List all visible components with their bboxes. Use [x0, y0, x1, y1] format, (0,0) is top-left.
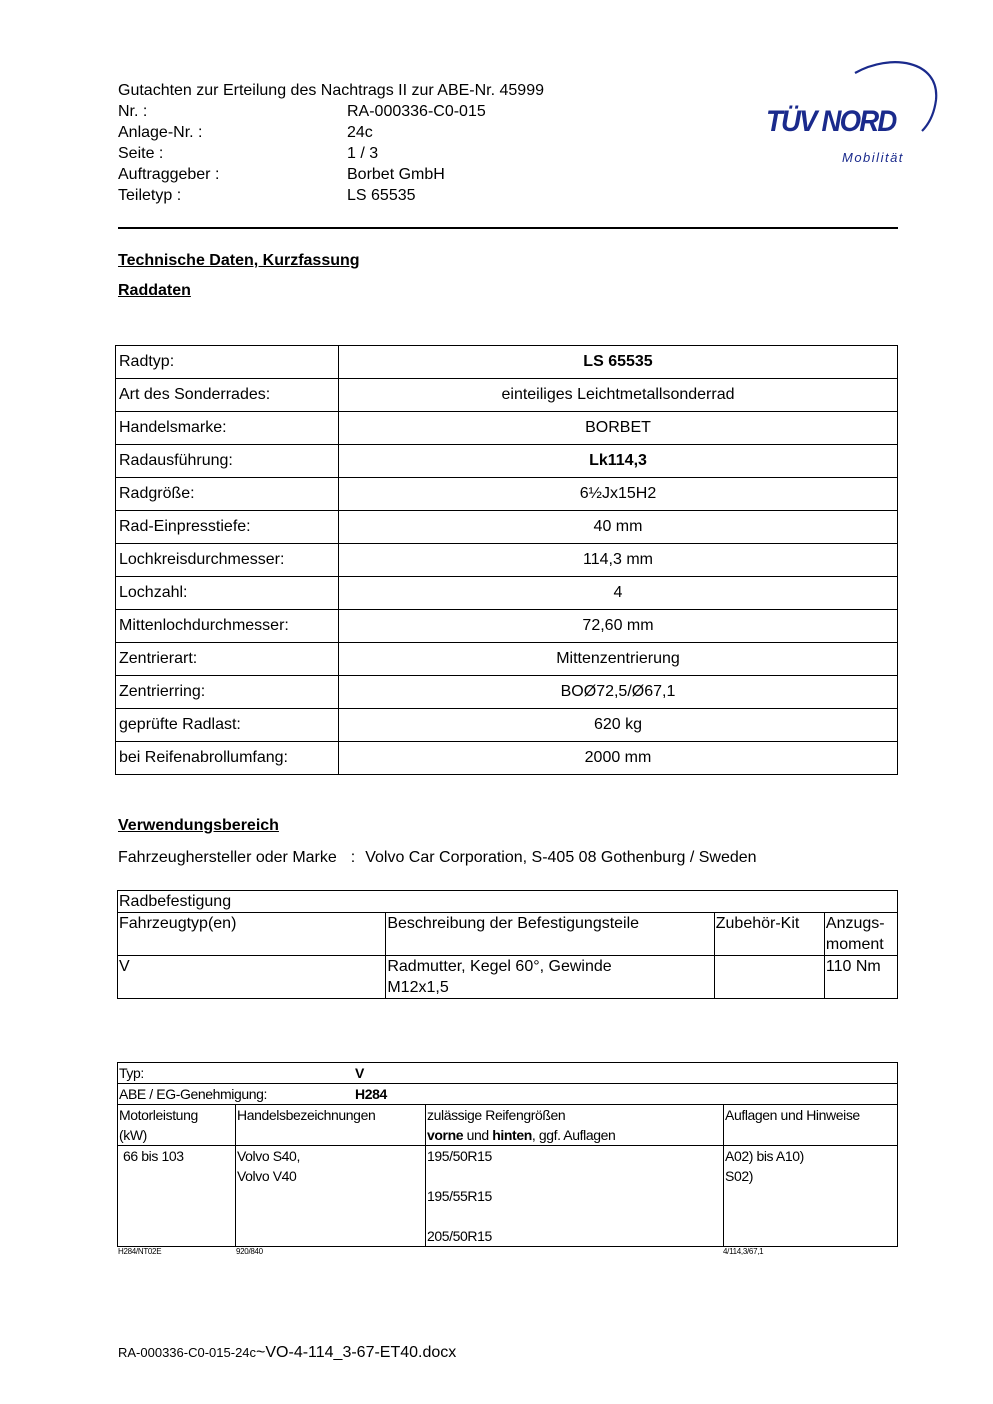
header-label-anlage: Anlage-Nr. :: [118, 124, 203, 141]
abe-label: ABE / EG-Genehmigung:: [119, 1086, 268, 1102]
header-label-auftraggeber: Auftraggeber :: [118, 166, 220, 183]
typ-header-reifen-line2: [427, 1125, 722, 1145]
bef-header-anzugs: Anzugs-: [825, 915, 885, 932]
typ-cell-motor: 66 bis 103: [118, 1146, 236, 1247]
header-value-teiletyp: LS 65535: [347, 187, 416, 204]
tuev-nord-logo: [760, 55, 945, 170]
typ-cell-handel: [236, 1146, 426, 1247]
table-row: [116, 577, 898, 610]
bef-beschreibung-line2: M12x1,5: [387, 979, 449, 996]
table-row: [118, 1146, 898, 1247]
header-value-seite: 1 / 3: [347, 145, 379, 162]
hersteller-line: [118, 849, 757, 867]
table-row: [116, 610, 898, 643]
raddaten-table: [115, 345, 898, 775]
bef-header-fahrzeugtyp: Fahrzeugtyp(en): [118, 913, 386, 956]
raddaten-label: Lochzahl:: [116, 577, 339, 610]
footer-part1: RA-000336-C0-015-24c: [118, 1345, 257, 1360]
bef-cell-typ: V: [118, 956, 386, 999]
raddaten-label: geprüfte Radlast:: [116, 709, 339, 742]
raddaten-label: Zentrierring:: [116, 676, 339, 709]
bef-cell-zubehoer: [714, 956, 824, 999]
raddaten-value: BOØ72,5/Ø67,1: [339, 676, 898, 709]
typ-header-handel: Handelsbezeichnungen: [236, 1105, 426, 1146]
bef-header-moment: moment: [825, 936, 884, 953]
typ-auflagen-line1: A02) bis A10): [725, 1148, 804, 1164]
table-row: [118, 913, 898, 956]
raddaten-value: LS 65535: [339, 346, 898, 379]
raddaten-label: Radtyp:: [116, 346, 339, 379]
header-value-anlage: 24c: [347, 124, 373, 141]
document-title: Gutachten zur Erteilung des Nachtrags II zur ABE-Nr. 45999: [118, 82, 544, 99]
table-row: [118, 891, 898, 913]
typ-cell-reifen: [426, 1146, 724, 1247]
raddaten-label: Mittenlochdurchmesser:: [116, 610, 339, 643]
raddaten-value: BORBET: [339, 412, 898, 445]
table-row: [118, 1105, 898, 1146]
typ-cell-auflagen: [724, 1146, 898, 1247]
typ-table: [117, 1062, 898, 1247]
table-row: [118, 1063, 898, 1084]
typ-header-motor-line1: Motorleistung: [119, 1107, 198, 1123]
reifen-vorne: vorne: [427, 1127, 464, 1143]
hersteller-sep: :: [350, 849, 356, 866]
bef-header-anzugsmoment: [824, 913, 897, 956]
reifen-hinten: hinten: [492, 1127, 532, 1143]
raddaten-value: 4: [339, 577, 898, 610]
raddaten-label: Rad-Einpresstiefe:: [116, 511, 339, 544]
raddaten-value: 620 kg: [339, 709, 898, 742]
header-label-teiletyp: Teiletyp :: [118, 187, 182, 204]
header-value-nr: RA-000336-C0-015: [347, 103, 486, 120]
raddaten-value: 72,60 mm: [339, 610, 898, 643]
raddaten-label: bei Reifenabrollumfang:: [116, 742, 339, 775]
raddaten-value: Lk114,3: [339, 445, 898, 478]
bef-beschreibung-line1: Radmutter, Kegel 60°, Gewinde: [387, 958, 612, 975]
table-row: [116, 478, 898, 511]
raddaten-label: Radgröße:: [116, 478, 339, 511]
bef-header-beschreibung: Beschreibung der Befestigungsteile: [386, 913, 714, 956]
table-row: [118, 1084, 898, 1105]
abe-row: [118, 1084, 898, 1105]
header-divider: [118, 227, 898, 229]
reifen-size: 205/50R15: [427, 1228, 492, 1244]
logo-sub: Mobilität: [842, 150, 904, 165]
typ-header-reifen-line1: zulässige Reifengrößen: [427, 1107, 566, 1123]
bef-header-zubehoer: Zubehör-Kit: [714, 913, 824, 956]
raddaten-value: 2000 mm: [339, 742, 898, 775]
raddaten-label: Zentrierart:: [116, 643, 339, 676]
note-920-840: 920/840: [236, 1247, 263, 1256]
raddaten-value: 6½Jx15H2: [339, 478, 898, 511]
heading-technische-daten: Technische Daten, Kurzfassung: [118, 252, 360, 269]
hersteller-label: Fahrzeughersteller oder Marke: [118, 849, 337, 866]
raddaten-label: Art des Sonderrades:: [116, 379, 339, 412]
table-row: [116, 379, 898, 412]
table-row: [116, 445, 898, 478]
table-row: [116, 412, 898, 445]
typ-header-motor-line2: (kW): [119, 1127, 147, 1143]
table-row: [116, 643, 898, 676]
header-label-nr: Nr. :: [118, 103, 148, 120]
reifen-rest: , ggf. Auflagen: [531, 1127, 616, 1143]
header-value-auftraggeber: Borbet GmbH: [347, 166, 445, 183]
reifen-size: 195/55R15: [427, 1188, 492, 1204]
raddaten-label: Handelsmarke:: [116, 412, 339, 445]
abe-value: H284: [355, 1086, 387, 1102]
raddaten-value: 40 mm: [339, 511, 898, 544]
hersteller-value: Volvo Car Corporation, S-405 08 Gothenburg / Sweden: [365, 849, 757, 866]
raddaten-value: 114,3 mm: [339, 544, 898, 577]
radbefestigung-title: Radbefestigung: [118, 891, 898, 913]
footer-part2: ~VO-4-114_3-67-ET40.docx: [256, 1344, 457, 1361]
typ-row: [118, 1063, 898, 1084]
table-row: [116, 346, 898, 379]
typ-handel-line1: Volvo S40,: [237, 1148, 300, 1164]
note-lk: 4/114,3/67,1: [723, 1247, 764, 1256]
raddaten-label: Lochkreisdurchmesser:: [116, 544, 339, 577]
footer-filename: [118, 1344, 456, 1362]
typ-header-motor: [118, 1105, 236, 1146]
note-h284: H284/NT02E: [118, 1247, 162, 1256]
table-row: [116, 676, 898, 709]
reifen-und: und: [463, 1127, 493, 1143]
raddaten-label: Radausführung:: [116, 445, 339, 478]
typ-label: Typ:: [119, 1065, 144, 1081]
header-label-seite: Seite :: [118, 145, 164, 162]
table-row: [116, 709, 898, 742]
heading-raddaten: Raddaten: [118, 282, 191, 299]
table-row: [116, 544, 898, 577]
typ-auflagen-line2: S02): [725, 1168, 753, 1184]
radbefestigung-table: [117, 890, 898, 999]
bef-cell-beschreibung: [386, 956, 714, 999]
table-row: [118, 956, 898, 999]
reifen-size: 195/50R15: [427, 1148, 492, 1164]
raddaten-value: Mittenzentrierung: [339, 643, 898, 676]
typ-handel-line2: Volvo V40: [237, 1168, 297, 1184]
bef-cell-anzugsmoment: 110 Nm: [824, 956, 897, 999]
typ-value: V: [355, 1065, 364, 1081]
table-row: [116, 742, 898, 775]
heading-verwendungsbereich: Verwendungsbereich: [118, 817, 279, 834]
logo-brand: TÜV NORD: [766, 105, 896, 138]
typ-header-auflagen: Auflagen und Hinweise: [724, 1105, 898, 1146]
raddaten-value: einteiliges Leichtmetallsonderrad: [339, 379, 898, 412]
typ-header-reifen: [426, 1105, 724, 1146]
table-row: [116, 511, 898, 544]
